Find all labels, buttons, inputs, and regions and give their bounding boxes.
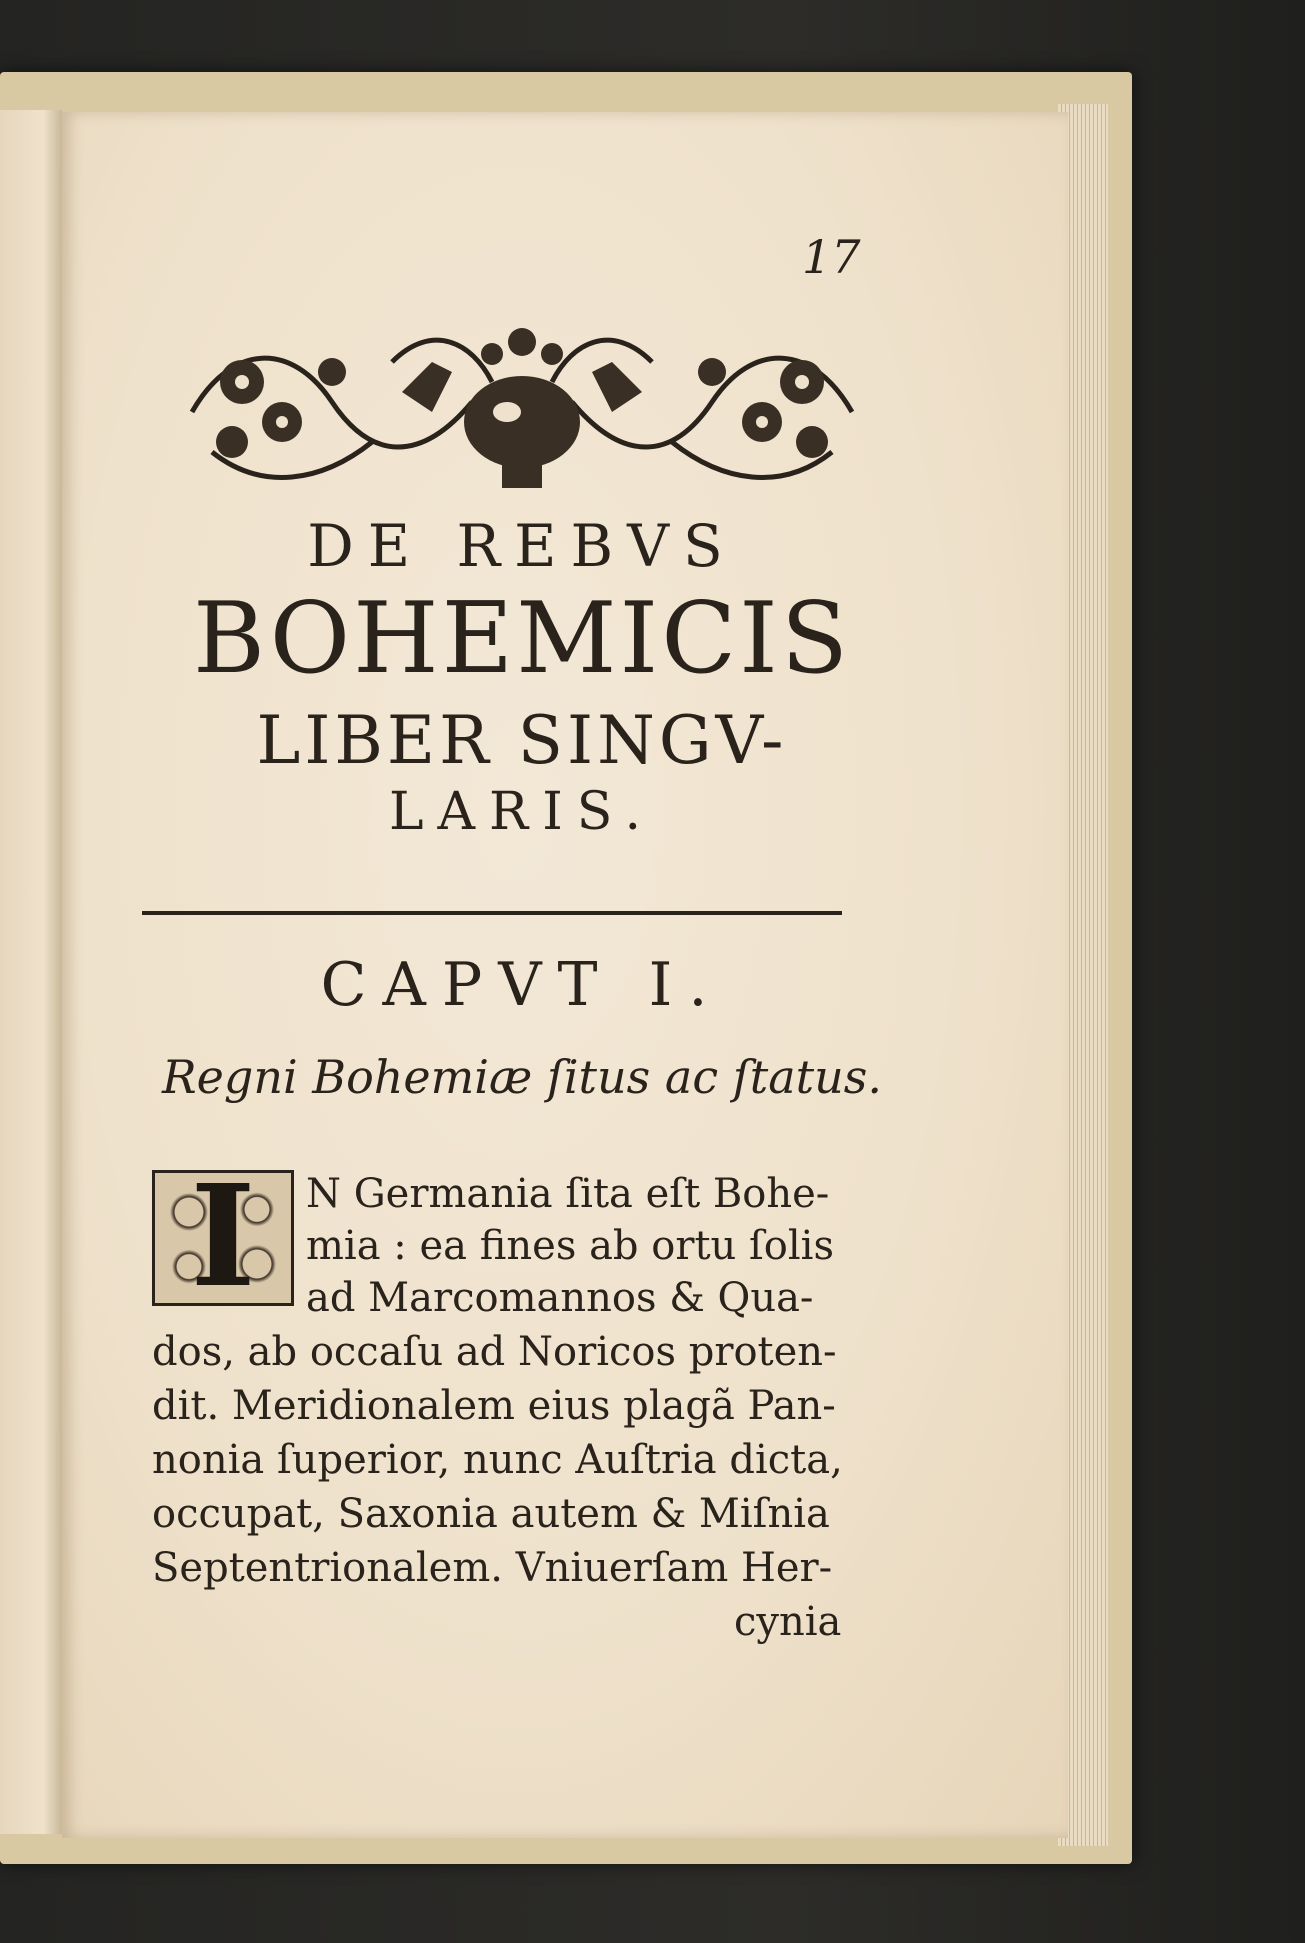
chapter-subtitle: Regni Bohemiæ ſitus ac ſtatus. bbox=[162, 1050, 882, 1104]
book-page bbox=[62, 112, 1068, 1838]
chapter-heading: CAPVT I. bbox=[320, 950, 724, 1020]
body-line: cynia bbox=[734, 1599, 842, 1645]
body-line: nonia ſuperior, nunc Auſtria dicta, bbox=[152, 1437, 843, 1483]
body-line: dos, ab occaſu ad Noricos proten- bbox=[152, 1329, 837, 1375]
title-line-3: LIBER SINGV- bbox=[256, 702, 788, 779]
initial-letter: I bbox=[190, 1155, 256, 1319]
decorated-initial bbox=[152, 1155, 294, 1319]
body-line: Septentrionalem. Vniuerſam Her- bbox=[152, 1545, 833, 1591]
body-line: mia : ea fines ab ortu ſolis bbox=[306, 1223, 834, 1269]
title-line-4: LARIS. bbox=[388, 782, 656, 842]
page-number: 17 bbox=[802, 230, 861, 284]
body-line: occupat, Saxonia autem & Miſnia bbox=[152, 1491, 830, 1537]
body-line: N Germania ſita eſt Bohe- bbox=[306, 1171, 830, 1217]
facing-page-edge bbox=[0, 110, 62, 1834]
title-line-1: DE REBVS bbox=[307, 512, 737, 580]
title-line-2: BOHEMICIS bbox=[192, 582, 852, 696]
body-line: ad Marcomannos & Qua- bbox=[306, 1275, 814, 1321]
body-line: dit. Meridionalem eius plagã Pan- bbox=[152, 1383, 836, 1429]
horizontal-rule bbox=[142, 911, 842, 915]
floral-headpiece-icon bbox=[172, 302, 872, 502]
